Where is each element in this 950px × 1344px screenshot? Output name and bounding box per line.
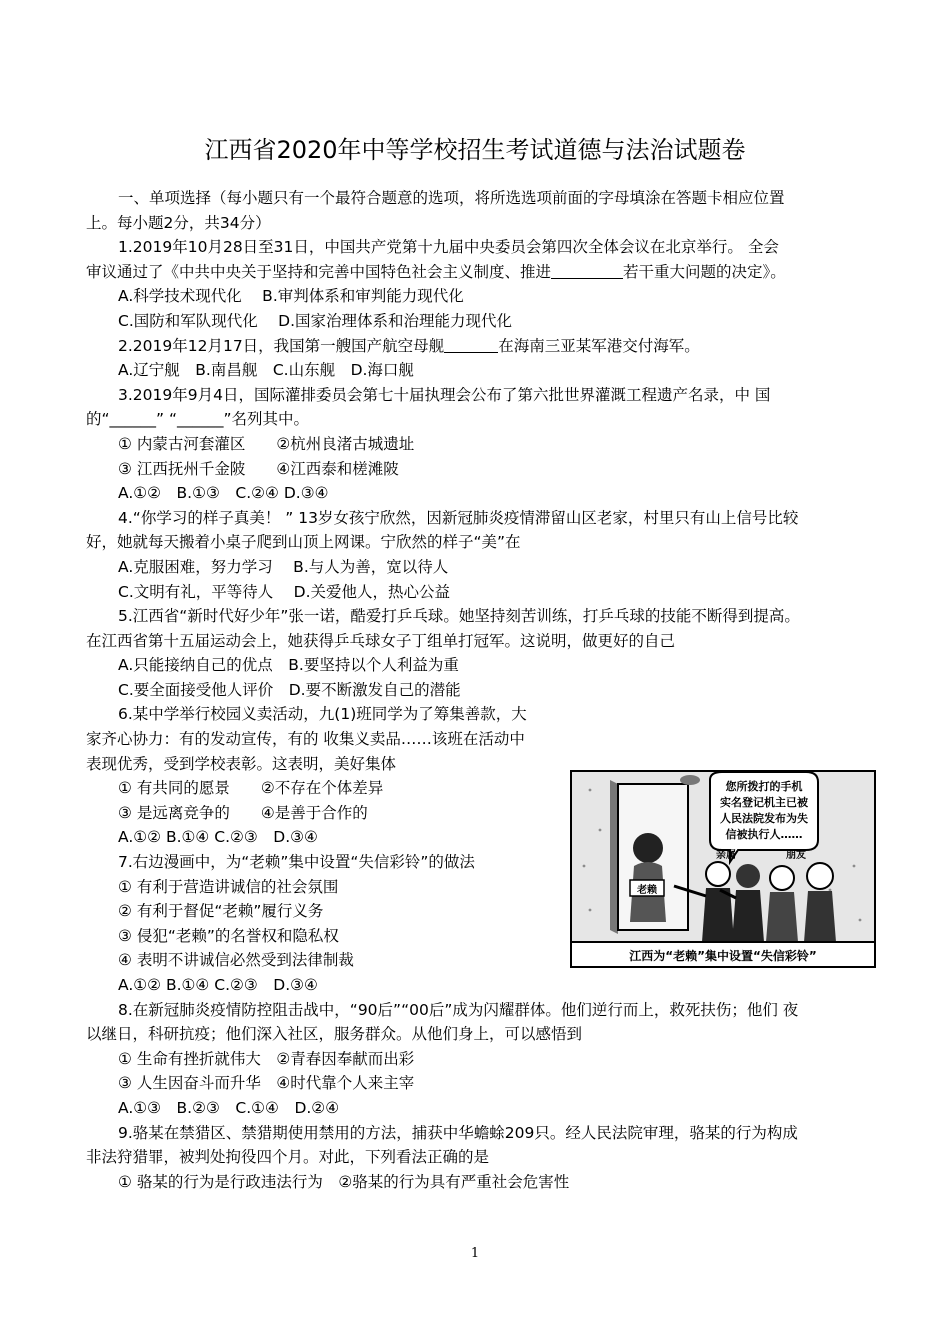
q1-blank [551,262,623,279]
bubble-line2: 实名登记机主已被 [720,796,808,809]
page-number: 1 [470,1246,480,1261]
q8-items-34: ③ 人生因奋斗而升华 ④时代靠个人来主宰 [118,1074,415,1093]
q2-stem-pre: 2.2019年12月17日，我国第一艘国产航空母舰 [118,336,445,355]
exam-title: 江西省2020年中等学校招生考试道德与法治试题卷 [204,136,746,164]
q3-items-34: ③ 江西抚州千金陂 ④江西泰和槎滩陂 [118,459,399,478]
q6-options: A.①② B.①④ C.②③ D.③④ [118,828,318,847]
q4-options-ab: A.克服困难，努力学习 B.与人为善，宽以待人 [118,557,449,576]
bubble-line3: 人民法院发布为失 [720,812,808,825]
q4-stem-line2: 好，她就每天搬着小桌子爬到山顶上网课。宁欣然的样子“美”在 [86,533,521,552]
q5-stem-line2: 在江西省第十五届运动会上，她获得乒乓球女子丁组单打冠军。这说明，做更好的自己 [86,631,676,650]
q5-stem-line1: 5.江西省“新时代好少年”张一诺，酷爱打乒乓球。她坚持刻苦训练，打乒乓球的技能不断得到提高。 [118,607,800,626]
bubble-line1: 您所拨打的手机 [725,780,803,793]
q6-stem-line2: 家齐心协力：有的发动宣传，有的 收集义卖品……该班在活动中 [86,730,525,749]
section-heading-cont: 上。每小题2分，共34分） [86,213,271,232]
q3-options: A.①② B.①③ C.②④ D.③④ [118,484,329,503]
q7-item3: ③ 侵犯“老赖”的名誉权和隐私权 [118,926,339,945]
bubble-line4: 信被执行人…… [725,828,803,841]
q5-options-cd: C.要全面接受他人评价 D.要不断激发自己的潜能 [118,680,461,699]
q7-options: A.①② B.①④ C.②③ D.③④ [118,976,318,994]
q9-stem-line2: 非法狩猎罪，被判处拘役四个月。对此，下列看法正确的是 [86,1148,490,1167]
q7-item1: ① 有利于营造讲诚信的社会氛围 [118,877,339,896]
q4-stem-line1: 4.“你学习的样子真美！ ” 13岁女孩宁欣然，因新冠肺炎疫情滞留山区老家，村里只有山上信号比较 [118,508,799,527]
friends-label: 朋友 [786,850,806,861]
q3-stem-line1: 3.2019年9月4日，国际灌排委员会第七十届执理会公布了第六批世界灌溉工程遗产名录，中 国 [118,385,771,404]
q2-options: A.辽宁舰 B.南昌舰 C.山东舰 D.海口舰 [118,361,414,380]
q7-item4: ④ 表明不讲诚信必然受到法律制裁 [118,951,354,970]
q3-stem-line2: 的“______” “______”名列其中。 [86,410,310,429]
q6-stem-line3: 表现优秀，受到学校表彰。这表明，美好集体 [86,754,397,773]
relatives-label: 亲属 [716,850,736,861]
cartoon-caption: 江西为“老赖”集中设置“失信彩铃” [629,949,817,963]
q3-items-12: ① 内蒙古河套灌区 ②杭州良渚古城遗址 [118,434,415,453]
q8-stem-line1: 8.在新冠肺炎疫情防控阻击战中，“90后”“00后”成为闪耀群体。他们逆行而上，救死扶伤；他们 夜 [118,1000,799,1019]
q4-options-cd: C.文明有礼，平等待人 D.关爱他人，热心公益 [118,582,451,601]
q2-blank [444,336,498,353]
q2-stem-post: 在海南三亚某军港交付海军。 [498,336,700,355]
q2-stem [86,334,864,359]
q6-items-12: ① 有共同的愿景 ②不存在个体差异 [118,779,384,798]
q8-items-12: ① 生命有挫折就伟大 ②青春因奉献而出彩 [118,1049,415,1068]
cartoon-illustration [570,770,876,968]
q7-stem: 7.右边漫画中，为“老赖”集中设置“失信彩铃”的做法 [118,853,475,872]
q7-item2: ② 有利于督促“老赖”履行义务 [118,902,324,921]
q1-stem-pre: 审议通过了《中共中央关于坚持和完善中国特色社会主义制度、推进 [86,262,552,281]
q1-stem-line1: 1.2019年10月28日至31日，中国共产党第十九届中央委员会第四次全体会议在北京举行。 全会 [118,238,779,257]
section-heading: 一、单项选择（每小题只有一个最符合题意的选项，将所选选项前面的字母填涂在答题卡相应位置 [118,189,785,207]
q1-options-ab: A.科学技术现代化 B.审判体系和审判能力现代化 [118,287,464,306]
q8-options: A.①③ B.②③ C.①④ D.②④ [118,1098,340,1117]
q1-options-cd: C.国防和军队现代化 D.国家治理体系和治理能力现代化 [118,311,513,330]
sign-label: 老赖 [637,885,657,896]
q1-stem-line2 [86,260,864,285]
q6-stem-line1: 6.某中学举行校园义卖活动，九(1)班同学为了筹集善款，大 [118,705,527,724]
q9-items-12: ① 骆某的行为是行政违法行为 ②骆某的行为具有严重社会危害性 [118,1172,570,1191]
q1-stem-post: 若干重大问题的决定》。 [623,262,786,281]
question-content [86,186,864,1194]
q9-stem-line1: 9.骆某在禁猎区、禁猎期使用禁用的方法，捕获中华蟾蜍209只。经人民法院审理，骆某的行为构成 [118,1123,798,1142]
q5-options-ab: A.只能接纳自己的优点 B.要坚持以个人利益为重 [118,656,459,675]
q8-stem-line2: 以继日，科研抗疫；他们深入社区，服务群众。从他们身上，可以感悟到 [86,1025,583,1044]
q6-items-34: ③ 是远离竞争的 ④是善于合作的 [118,803,368,822]
